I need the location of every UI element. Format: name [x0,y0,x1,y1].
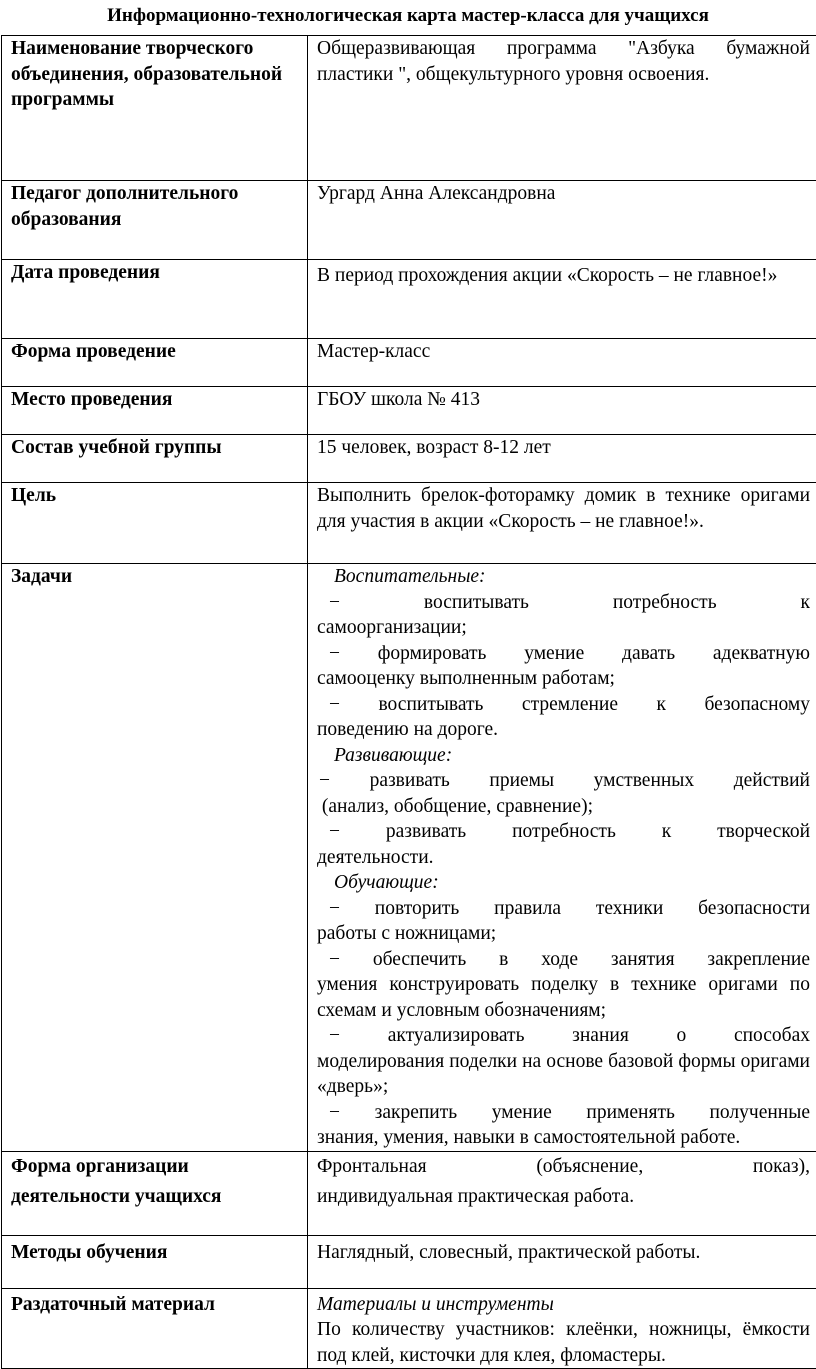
row-label: Педагог дополнительного образования [2,181,308,260]
list-item-continuation: самоорганизации; [317,615,810,641]
tasks-heading-teaching: Обучающие: [317,870,810,896]
row-label: Наименование творческого объединения, образовательной программы [2,36,308,181]
row-label: Раздаточный материал [2,1288,308,1369]
table-row [2,435,816,483]
tech-card-table [1,35,816,1369]
row-value: ГБОУ школа № 413 [308,387,816,435]
row-value: Выполнить брелок-фоторамку домик в технике оригами для участия в акции «Скорость – не главное!». [308,483,816,564]
row-label: Задачи [2,564,308,1152]
list-item: − актуализировать знания о способах [317,1023,810,1049]
table-row [2,1151,816,1235]
table-row [2,260,816,339]
list-item-continuation: самооценку выполненным работам; [317,666,810,692]
table-row [2,564,816,1152]
row-value: В период прохождения акции «Скорость – не главное!» [308,260,816,339]
list-item: − воспитывать стремление к безопасному [317,692,810,718]
list-item-continuation: моделирования поделки на основе базовой формы оригами «дверь»; [317,1049,810,1100]
table-row [2,387,816,435]
table-row [2,1288,816,1369]
list-item: − развивать приемы умственных действий [317,768,810,794]
list-item-continuation: знания, умения, навыки в самостоятельной работе. [317,1125,810,1151]
row-value [308,1288,816,1369]
row-value [308,1151,816,1235]
row-label: Методы обучения [2,1235,308,1288]
table-row [2,36,816,181]
table-row [2,181,816,260]
row-label: Цель [2,483,308,564]
row-label: Дата проведения [2,260,308,339]
row-value: 15 человек, возраст 8-12 лет [308,435,816,483]
tasks-heading-developing: Развивающие: [317,743,810,769]
table-row [2,339,816,387]
list-item-continuation: (анализ, обобщение, сравнение); [317,794,810,820]
row-value: Наглядный, словесный, практической работы. [308,1235,816,1288]
row-label: Форма проведение [2,339,308,387]
row-value-heading: Материалы и инструменты [317,1292,810,1318]
page-title: Информационно-технологическая карта мастер-класса для учащихся [0,3,816,29]
list-item: − формировать умение давать адекватную [317,641,810,667]
list-item: − воспитывать потребность к [317,590,810,616]
table-row [2,1235,816,1288]
list-item-continuation: поведению на дороге. [317,717,810,743]
list-item-continuation: работы с ножницами; [317,921,810,947]
list-item-continuation: умения конструировать поделку в технике оригами по схемам и условным обозначениям; [317,972,810,1023]
tasks-cell [308,564,816,1152]
row-label: Форма организации деятельности учащихся [2,1151,308,1235]
list-item: − закрепить умение применять полученные [317,1100,810,1126]
row-label: Состав учебной группы [2,435,308,483]
row-value-line: Фронтальная (объяснение, показ), [317,1152,810,1182]
row-value-line: индивидуальная практическая работа. [317,1182,810,1212]
row-value: Ургард Анна Александровна [308,181,816,260]
tasks-heading-educational: Воспитательные: [317,564,810,590]
list-item: − обеспечить в ходе занятия закрепление [317,947,810,973]
table-row [2,483,816,564]
list-item: − повторить правила техники безопасности [317,896,810,922]
row-value-text: По количеству участников: клеёнки, ножницы, ёмкости под клей, кисточки для клея, фломастеры. [317,1317,810,1368]
row-value: Мастер-класс [308,339,816,387]
list-item: − развивать потребность к творческой [317,819,810,845]
row-value: Общеразвивающая программа "Азбука бумажной пластики ", общекультурного уровня освоения. [308,36,816,181]
list-item-continuation: деятельности. [317,845,810,871]
row-label: Место проведения [2,387,308,435]
